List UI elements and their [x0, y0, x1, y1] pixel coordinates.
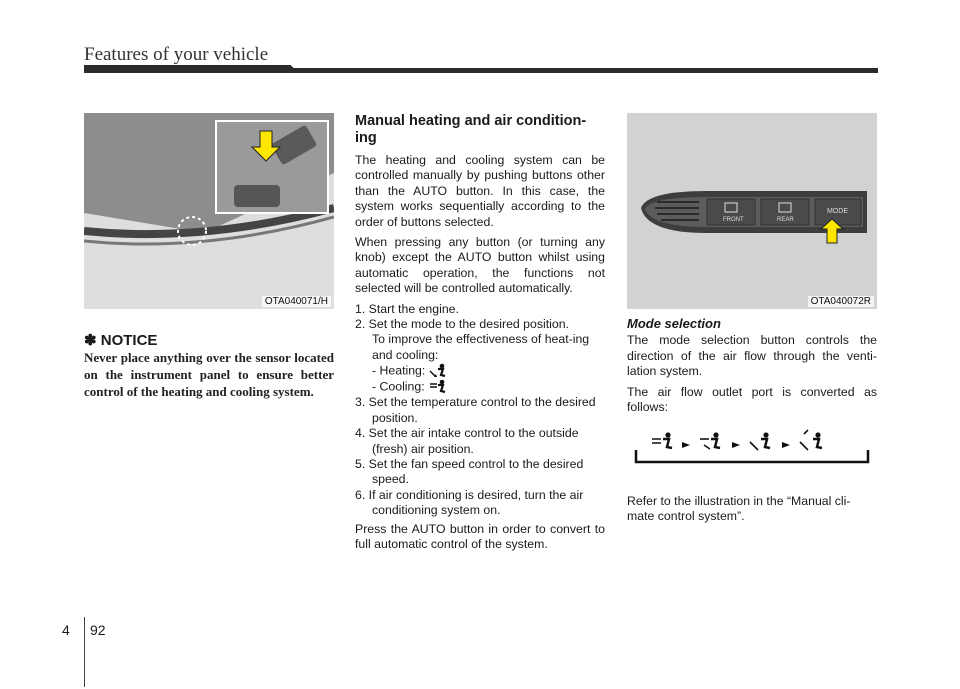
step-1: 1. Start the engine. — [355, 301, 459, 316]
page-header-title: Features of your vehicle — [84, 44, 269, 65]
chapter-number: 4 — [62, 622, 70, 638]
image-code: OTA040071/H — [262, 296, 331, 307]
footer-rule — [84, 617, 85, 687]
floor-mode-icon — [429, 363, 451, 379]
sensor-photo — [84, 113, 334, 309]
rear-defrost-label: REAR — [777, 217, 794, 223]
mode-sequence-diagram — [632, 428, 872, 468]
step-4: 4. Set the air intake control to the outside (fresh) air position. — [355, 426, 579, 456]
refer-paragraph: Refer to the illustration in the “Manual cli-mate control system”. — [627, 494, 851, 524]
sensor-illustration — [84, 113, 334, 309]
manual-control-section — [355, 113, 605, 557]
intro-paragraph-2: When pressing any button (or turning any knob) except the AUTO button whilst using automatic operation, the functions not selected will be controlled automatically. — [355, 235, 605, 296]
bi-level-mode-icon — [700, 432, 720, 449]
heating-line — [372, 363, 605, 379]
control-panel-photo — [627, 113, 877, 309]
cooling-line — [372, 379, 605, 395]
mode-heading: Mode selection — [627, 316, 721, 331]
cooling-label: - Cooling: — [372, 379, 425, 394]
header-rule — [84, 68, 878, 73]
outro-paragraph: Press the AUTO button in order to convert to full automatic control of the system. — [355, 521, 605, 551]
section-heading: Manual heating and air condition-ing — [355, 113, 587, 146]
step-2: 2. Set the mode to the desired position. — [355, 317, 569, 332]
notice-body: Never place anything over the sensor located on the instrument panel to ensure better control of the heating and cooling system. — [84, 350, 334, 399]
mode-button-label: MODE — [827, 208, 848, 215]
front-defrost-label: FRONT — [723, 217, 744, 223]
floor-defrost-mode-icon — [800, 430, 822, 450]
floor-mode-icon — [750, 432, 770, 450]
heating-label: - Heating: — [372, 363, 426, 378]
step-3: 3. Set the temperature control to the desired position. — [355, 395, 596, 425]
mode-selection-section — [627, 316, 877, 420]
step-6: 6. If air conditioning is desired, turn the air conditioning system on. — [355, 487, 584, 518]
mode-paragraph-2: The air flow outlet port is converted as follows: — [627, 384, 877, 415]
step-5: 5. Set the fan speed control to the desired speed. — [355, 456, 584, 487]
mode-paragraph: The mode selection button controls the direction of the air flow through the venti-lation system. — [627, 333, 877, 379]
intro-paragraph: The heating and cooling system can be controlled manually by pushing buttons other than the AUTO button. In this case, the system works sequentially according to the order of buttons selected. — [355, 153, 605, 229]
face-mode-icon — [428, 379, 450, 395]
face-mode-icon — [652, 432, 672, 448]
step-2-note: To improve the effectiveness of heat-ing and cooling: — [372, 332, 590, 362]
control-panel-illustration — [627, 113, 877, 309]
image-code: OTA040072R — [808, 296, 874, 307]
notice-title: ✽ NOTICE — [84, 332, 158, 349]
page-number: 92 — [90, 622, 106, 638]
